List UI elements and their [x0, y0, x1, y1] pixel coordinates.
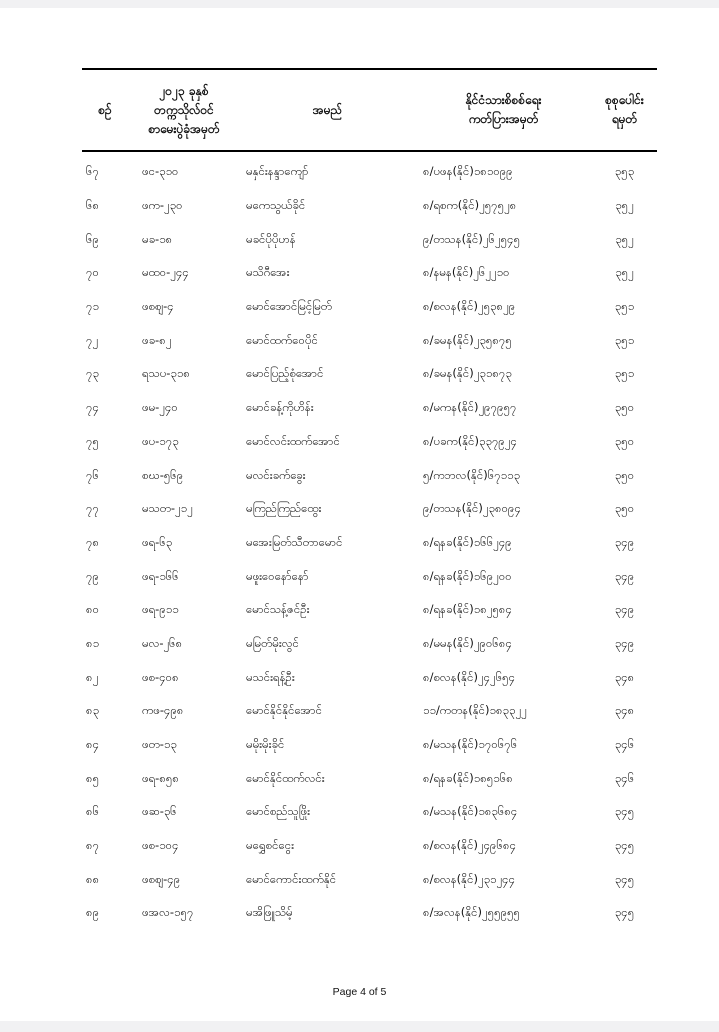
document-page: [0, 8, 719, 1021]
serial-no-cell: ၇၆: [86, 467, 99, 482]
name-cell: မရွှေစင်ငွေး: [246, 838, 295, 853]
total-score-cell: ၃၄၈: [614, 669, 635, 684]
serial-no-cell: ၈၄: [86, 737, 100, 752]
column-header-line: အမည်: [312, 102, 343, 117]
total-score-cell: ၃၅၃: [614, 164, 635, 179]
serial-no-cell: ၈၃: [86, 703, 100, 718]
serial-no-cell: ၇၁: [86, 299, 99, 314]
total-score-cell: ၃၄၆: [614, 770, 635, 785]
serial-no-cell: ၆၉: [86, 231, 99, 246]
total-score-cell: ၃၅၀: [614, 501, 635, 516]
nrc-no-cell: ၉/တသန(နိုင်)၂၆၂၅၄၅: [423, 231, 521, 246]
header-exam-seat-no: [128, 69, 240, 151]
nrc-no-cell: ၈/နမန(နိုင်)၂၆၂၂၁၀: [423, 265, 510, 280]
exam-seat-no-cell: စဃ-၅၆၉: [142, 467, 184, 482]
column-header-line: ကတ်ပြားအမှတ်: [468, 112, 539, 126]
exam-seat-no-cell: ဖစ-၄၀၈: [142, 669, 179, 684]
serial-no-cell: ၇၉: [86, 568, 99, 583]
name-cell: မောင်စည်သူဖြိုး: [246, 804, 311, 819]
nrc-no-cell: ၈/ရနခ(နိုင်)၁၈၂၅၈၄: [423, 602, 512, 617]
total-score-cell: ၃၅၁: [614, 332, 635, 347]
serial-no-cell: ၇၈: [86, 534, 100, 549]
column-header-line: စာမေးပွဲခုံအမှတ်: [148, 121, 220, 136]
total-score-cell: ၃၄၉: [614, 568, 635, 583]
exam-seat-no-cell: ဖစဈ-၄: [142, 299, 174, 314]
nrc-no-cell: ၅/ကဘလ(နိုင်)၆၇၁၁၃: [423, 467, 521, 482]
name-cell: မသိဂီအေး: [246, 265, 290, 280]
exam-seat-no-cell: ဖစ-၁၀၄: [142, 838, 179, 853]
column-header-line: ရမှတ်: [611, 112, 638, 126]
total-score-cell: ၃၄၉: [614, 534, 635, 549]
header-name: [240, 69, 415, 151]
serial-no-cell: ၈၁: [86, 635, 100, 650]
results-table: [82, 68, 657, 931]
table-row: [82, 358, 657, 392]
exam-seat-no-cell: မထဝ-၂၄၄: [142, 265, 189, 280]
name-cell: မောင်သန့်ဇင်ဦး: [246, 602, 310, 617]
exam-seat-no-cell: ဖရ-၁၆၆: [142, 568, 179, 583]
serial-no-cell: ၈၆: [86, 804, 100, 819]
name-cell: မလင်းခက်ခွေး: [246, 467, 306, 482]
name-cell: မကြည်ကြည်ထွေး: [246, 501, 322, 516]
serial-no-cell: ၈၉: [86, 905, 100, 920]
total-score-cell: ၃၅၁: [614, 366, 635, 381]
total-score-cell: ၃၅၁: [614, 299, 635, 314]
exam-seat-no-cell: ဖစဈ-၄၉: [142, 871, 181, 886]
table-row: [82, 628, 657, 662]
serial-no-cell: ၇၇: [86, 501, 99, 516]
total-score-cell: ၃၄၈: [614, 703, 635, 718]
total-score-cell: ၃၅၂: [615, 265, 634, 280]
table-row: [82, 695, 657, 729]
exam-seat-no-cell: ဖင-၃၁၀: [142, 164, 179, 179]
name-cell: မောင်ပြည့်စုံအောင်: [246, 366, 324, 381]
serial-no-cell: ၈၀: [86, 602, 100, 617]
column-header-line: နိုင်ငံသားစိစစ်ရေး: [465, 93, 542, 107]
table-row: [82, 324, 657, 358]
exam-seat-no-cell: ဖခ-၈၂: [142, 332, 172, 347]
table-row: [82, 796, 657, 830]
nrc-no-cell: ၈/ခမန(နိုင်)၂၃၁၈၇၃: [423, 366, 512, 381]
exam-seat-no-cell: မခ-၁၈: [142, 231, 173, 246]
name-cell: မဖူးဝေနော်နော်: [246, 568, 309, 583]
nrc-no-cell: ၈/စလန(နိုင်)၂၅၃၈၂၉: [423, 299, 516, 314]
page-footer: [0, 986, 719, 998]
nrc-no-cell: ၁၁/ကတန(နိုင်)၁၈၃၃၂၂: [423, 703, 527, 718]
name-cell: မကေသွယ်ခိုင်: [246, 198, 306, 213]
table-row: [82, 762, 657, 796]
total-score-cell: ၃၅၀: [614, 400, 635, 415]
serial-no-cell: ၇၂: [86, 332, 99, 347]
nrc-no-cell: ၈/စလန(နိုင်)၂၄၉၆၈၄: [423, 838, 517, 853]
exam-seat-no-cell: ဖတ-၁၃: [142, 737, 177, 752]
exam-seat-no-cell: မလ-၂၆၈: [142, 635, 183, 650]
table-row: [82, 594, 657, 628]
nrc-no-cell: ၈/ခမန(နိုင်)၂၃၅၈၇၅: [423, 332, 512, 347]
name-cell: မအိဖြူသိမ့်: [246, 905, 293, 920]
nrc-no-cell: ၈/ရနခ(နိုင်)၁၈၅၁၆၈: [423, 770, 513, 785]
name-cell: မောင်အောင်မြင့်မြတ်: [246, 299, 332, 314]
nrc-no-cell: ၉/တသန(နိုင်)၂၃၈၀၉၄: [423, 501, 521, 516]
serial-no-cell: ၇၃: [86, 366, 99, 381]
total-score-cell: ၃၄၉: [614, 602, 635, 617]
serial-no-cell: ၈၂: [86, 669, 99, 684]
exam-seat-no-cell: ဖအလ-၁၅၇: [142, 905, 194, 920]
serial-no-cell: ၆၈: [86, 198, 100, 213]
total-score-cell: ၃၄၉: [614, 635, 635, 650]
nrc-no-cell: ၈/ပဖန(နိုင်)၁၈၁၀၉၉: [423, 164, 513, 179]
name-cell: မောင်ထက်ဝေပိုင်: [246, 332, 318, 347]
table-header: [82, 69, 657, 151]
column-header-line: စုစုပေါင်း: [605, 93, 644, 107]
table-row: [82, 190, 657, 224]
total-score-cell: ၃၄၅: [614, 871, 635, 886]
table-row: [82, 897, 657, 931]
exam-seat-no-cell: ရသပ-၃၁၈: [142, 366, 190, 381]
exam-seat-no-cell: ဖရ-၈၅၈: [142, 770, 179, 785]
table-row: [82, 729, 657, 763]
table-row: [82, 151, 657, 190]
serial-no-cell: ၈၅: [86, 770, 100, 785]
nrc-no-cell: ၈/စလန(နိုင်)၂၃၁၂၄၄: [423, 871, 516, 886]
table-row: [82, 223, 657, 257]
table-body: [82, 151, 657, 931]
nrc-no-cell: ၈/အလန(နိုင်)၂၅၅၉၅၅: [423, 905, 521, 920]
table-row: [82, 661, 657, 695]
name-cell: မောင်နိုင်နိုင်အောင်: [246, 703, 323, 718]
table-row: [82, 459, 657, 493]
header-row: [82, 69, 657, 151]
total-score-cell: ၃၅၂: [615, 231, 634, 246]
table-row: [82, 830, 657, 864]
table-row: [82, 560, 657, 594]
exam-seat-no-cell: ဖရ-၆၃: [142, 534, 173, 549]
serial-no-cell: ၈၈: [86, 871, 100, 886]
total-score-cell: ၃၅၀: [614, 433, 635, 448]
name-cell: မောင်နိုင်ထက်လင်း: [246, 770, 325, 785]
serial-no-cell: ၇၅: [86, 433, 99, 448]
table-row: [82, 527, 657, 561]
serial-no-cell: ၇၄: [86, 400, 99, 415]
nrc-no-cell: ၈/စလန(နိုင်)၂၄၂၆၅၄: [423, 669, 516, 684]
table-row: [82, 291, 657, 325]
serial-no-cell: ၈၇: [86, 838, 100, 853]
nrc-no-cell: ၈/မကန(နိုင်)၂၉၇၉၅၇: [423, 400, 517, 415]
total-score-cell: ၃၄၅: [614, 905, 635, 920]
total-score-cell: ၃၄၆: [614, 737, 635, 752]
header-serial-no: [82, 69, 128, 151]
nrc-no-cell: ၈/ပခက(နိုင်)၃၃၇၉၂၄: [423, 433, 518, 448]
name-cell: မမိုးမိုးခိုင်: [246, 737, 285, 752]
total-score-cell: ၃၄၅: [614, 838, 635, 853]
total-score-cell: ၃၅၂: [615, 198, 634, 213]
total-score-cell: ၃၄၅: [614, 804, 635, 819]
column-header-line: တက္ကသိုလ်ဝင်: [154, 102, 214, 117]
header-nrc-no: [415, 69, 592, 151]
table-row: [82, 426, 657, 460]
header-total-score: [592, 69, 657, 151]
serial-no-cell: ၇၀: [86, 265, 99, 280]
nrc-no-cell: ၈/ရစက(နိုင်)၂၅၇၅၂၈: [423, 198, 517, 213]
exam-seat-no-cell: ဖဆ-၃၆: [142, 804, 177, 819]
name-cell: မောင်ကောင်းထက်နိုင်: [246, 871, 337, 886]
table-row: [82, 257, 657, 291]
total-score-cell: ၃၅၀: [614, 467, 635, 482]
column-header-line: ၂၀၂၃ ခုနှစ်: [159, 83, 209, 98]
exam-seat-no-cell: ဖပ-၁၇၃: [142, 433, 179, 448]
name-cell: မအေးမြတ်သီတာမောင်: [246, 534, 343, 549]
exam-seat-no-cell: ကဖ-၄၉၈: [142, 703, 184, 718]
page-number-label: Page 4 of 5: [332, 986, 387, 998]
name-cell: မခင်ပိုပိုဟန်: [246, 231, 296, 246]
serial-no-cell: ၆၇: [86, 164, 99, 179]
name-cell: မသင်းရန့်ဦး: [246, 669, 295, 684]
nrc-no-cell: ၈/မသန(နိုင်)၁၈၃၆၈၄: [423, 804, 518, 819]
name-cell: မောင်ခန့်ကိုဟိန်း: [246, 400, 314, 415]
name-cell: မောင်လင်းထက်အောင်: [246, 433, 340, 448]
table-row: [82, 493, 657, 527]
nrc-no-cell: ၈/မသန(နိုင်)၁၇၀၆၇၆: [423, 737, 518, 752]
nrc-no-cell: ၈/ရနခ(နိုင်)၁၆၉၂၀၀: [423, 568, 512, 583]
column-header-line: စဉ်: [98, 102, 112, 117]
exam-seat-no-cell: မသတ-၂၁၂: [142, 501, 193, 516]
name-cell: မနှင်းနန္ဒာကျော်: [246, 164, 309, 179]
exam-seat-no-cell: ဖက-၂၃၀: [142, 198, 183, 213]
table-row: [82, 863, 657, 897]
nrc-no-cell: ၈/ရနခ(နိုင်)၁၆၆၂၄၉: [423, 534, 512, 549]
exam-seat-no-cell: ဖရ-၉၁၁: [142, 602, 179, 617]
name-cell: မမြတ်မိုးလွင်: [246, 635, 299, 650]
nrc-no-cell: ၈/မမန(နိုင်)၂၉၀၆၈၄: [423, 635, 512, 650]
exam-seat-no-cell: ဖမ-၂၄၀: [142, 400, 178, 415]
table-row: [82, 392, 657, 426]
